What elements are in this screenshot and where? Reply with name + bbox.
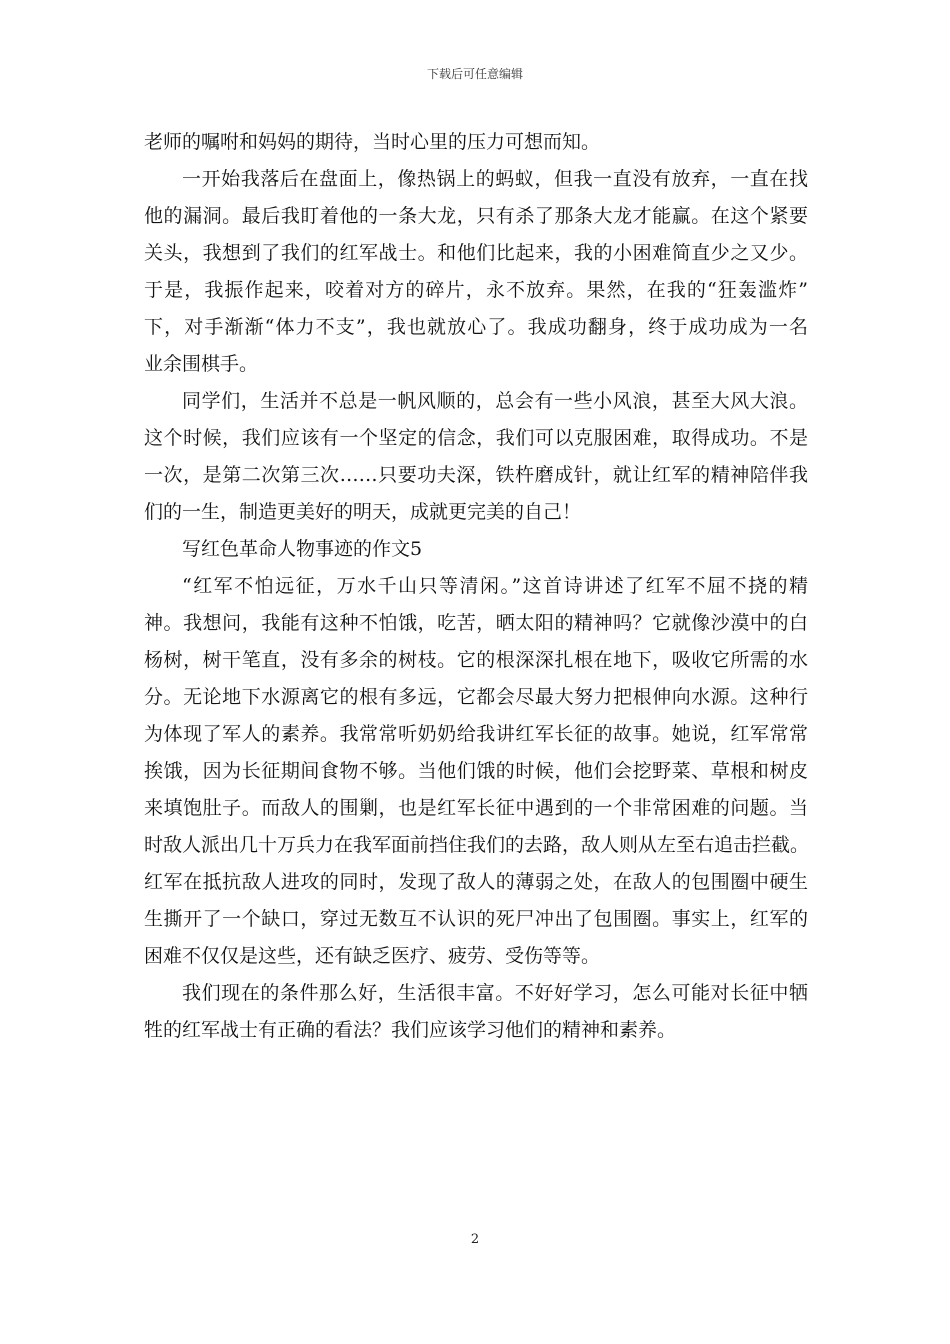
text-line: 老师的嘱咐和妈妈的期待，当时心里的压力可想而知。 bbox=[144, 131, 601, 153]
title-line: 写红色革命人物事迹的作文5 bbox=[182, 538, 423, 560]
text-line: 我们现在的条件那么好，生活很丰富。不好好学习，怎么可能对长征中牺 bbox=[182, 982, 808, 1004]
page-header: 下载后可任意编辑 bbox=[426, 67, 523, 81]
text-line: 红军在抵抗敌人进攻的同时，发现了敌人的薄弱之处，在敌人的包围圈中硬生 bbox=[144, 871, 808, 893]
paragraph bbox=[144, 383, 808, 531]
paragraph bbox=[144, 161, 808, 383]
section-title bbox=[144, 531, 808, 568]
text-line: 这个时候，我们应该有一个坚定的信念，我们可以克服困难，取得成功。不是 bbox=[144, 427, 808, 449]
text-line: 业余围棋手。 bbox=[144, 353, 259, 375]
text-line: “红军不怕远征，万水千山只等清闲。”这首诗讲述了红军不屈不挠的精 bbox=[182, 575, 808, 597]
text-line: 困难不仅仅是这些，还有缺乏医疗、疲劳、受伤等等。 bbox=[144, 945, 601, 967]
text-line: 挨饿，因为长征期间食物不够。当他们饿的时候，他们会挖野菜、草根和树皮 bbox=[144, 760, 808, 782]
text-line: 他的漏洞。最后我盯着他的一条大龙，只有杀了那条大龙才能赢。在这个紧要 bbox=[144, 205, 808, 227]
text-line: 为体现了军人的素养。我常常听奶奶给我讲红军长征的故事。她说，红军常常 bbox=[144, 723, 808, 745]
text-line: 们的一生，制造更美好的明天，成就更完美的自己！ bbox=[144, 501, 582, 523]
page-number: 2 bbox=[470, 1232, 480, 1247]
text-line: 一次，是第二次第三次……只要功夫深，铁杵磨成针，就让红军的精神陪伴我 bbox=[144, 464, 808, 486]
text-line: 关头，我想到了我们的红军战士。和他们比起来，我的小困难简直少之又少。 bbox=[144, 242, 808, 264]
paragraph bbox=[144, 975, 808, 1049]
paragraph bbox=[144, 124, 808, 161]
paragraph bbox=[144, 568, 808, 975]
text-line: 生撕开了一个缺口，穿过无数互不认识的死尸冲出了包围圈。事实上，红军的 bbox=[144, 908, 808, 930]
text-line: 神。我想问，我能有这种不怕饿，吃苦，晒太阳的精神吗？它就像沙漠中的白 bbox=[144, 612, 808, 634]
document-body bbox=[144, 124, 808, 1049]
text-line: 牲的红军战士有正确的看法？我们应该学习他们的精神和素养。 bbox=[144, 1019, 677, 1041]
text-line: 下，对手渐渐“体力不支”，我也就放心了。我成功翻身，终于成功成为一名 bbox=[144, 316, 808, 338]
text-line: 分。无论地下水源离它的根有多远，它都会尽最大努力把根伸向水源。这种行 bbox=[144, 686, 808, 708]
text-line: 同学们，生活并不总是一帆风顺的，总会有一些小风浪，甚至大风大浪。 bbox=[182, 390, 808, 412]
text-line: 时敌人派出几十万兵力在我军面前挡住我们的去路，敌人则从左至右追击拦截。 bbox=[144, 834, 810, 856]
text-line: 来填饱肚子。而敌人的围剿，也是红军长征中遇到的一个非常困难的问题。当 bbox=[144, 797, 808, 819]
text-line: 于是，我振作起来，咬着对方的碎片，永不放弃。果然，在我的“狂轰滥炸” bbox=[144, 279, 808, 301]
text-line: 一开始我落后在盘面上，像热锅上的蚂蚁，但我一直没有放弃，一直在找 bbox=[182, 168, 808, 190]
text-line: 杨树，树干笔直，没有多余的树枝。它的根深深扎根在地下，吸收它所需的水 bbox=[144, 649, 808, 671]
